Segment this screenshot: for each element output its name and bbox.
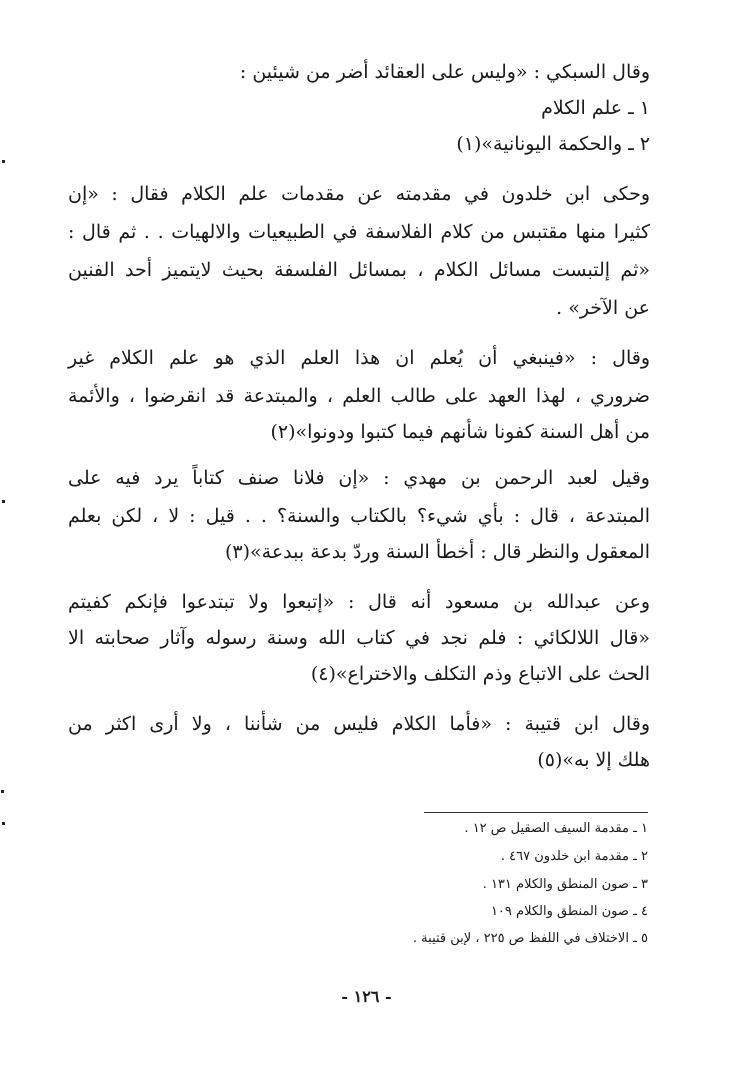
footnote: ٥ ـ الاختلاف في اللفظ ص ٢٢٥ ، لإبن قتيبة . — [412, 931, 648, 946]
text-line: ١ ـ علم الكلام — [541, 97, 650, 119]
text-line: ضروري ، لهذا العهد على طالب العلم ، والمبتدعة قد انقرضوا ، والأئمة — [68, 385, 650, 407]
footnote-separator — [424, 812, 648, 813]
text-line: «قال اللالكائي : فلم نجد في كتاب الله وسنة رسوله وآثار صحابته الا — [68, 627, 650, 649]
text-line: وقال ابن قتيبة : «فأما الكلام فليس من شأننا ، ولا أرى اكثر من — [68, 713, 650, 735]
margin-mark — [2, 822, 5, 825]
margin-mark — [2, 160, 5, 163]
text-line: الحث على الاتباع وذم التكلف والاختراع»(٤) — [310, 663, 650, 685]
text-line: وحكى ابن خلدون في مقدمته عن مقدمات علم الكلام فقال : «إن — [68, 183, 650, 205]
footnote: ١ ـ مقدمة السيف الصقيل ص ١٢ . — [464, 821, 648, 836]
text-line: من أهل السنة كفونا شأنهم فيما كتبوا ودونوا»(٢) — [270, 421, 650, 443]
text-line: المبتدعة ، قال : بأي شيء؟ بالكتاب والسنة؟ . . قيل : لا ، لكن بعلم — [68, 505, 650, 527]
margin-mark — [2, 500, 5, 503]
text-line: عن الآخر» . — [556, 297, 650, 319]
footnote: ٤ ـ صون المنطق والكلام ١٠٩ — [490, 904, 648, 919]
text-line: هلك إلا به»(٥) — [537, 749, 650, 771]
margin-mark — [1, 790, 4, 793]
text-line: وعن عبدالله بن مسعود أنه قال : «إتبعوا ولا تبتدعوا فإنكم كفيتم — [68, 591, 650, 613]
footnote: ٣ ـ صون المنطق والكلام ١٣١ . — [482, 877, 648, 892]
footnote: ٢ ـ مقدمة ابن خلدون ٤٦٧ . — [500, 849, 648, 864]
text-line: «ثم إلتبست مسائل الكلام ، بمسائل الفلسفة بحيث لايتميز أحد الفنين — [68, 259, 650, 281]
text-line: وقيل لعبد الرحمن بن مهدي : «إن فلانا صنف كتاباً يرد فيه على — [68, 467, 650, 489]
text-line: كثيرا منها مقتبس من كلام الفلاسفة في الطبيعيات والالهيات . . ثم قال : — [68, 221, 650, 243]
text-line: ٢ ـ والحكمة اليونانية»(١) — [456, 133, 650, 155]
text-line: وقال : «فينبغي أن يُعلم ان هذا العلم الذي هو علم الكلام غير — [68, 347, 650, 369]
text-line: وقال السبكي : «وليس على العقائد أضر من شيئين : — [239, 61, 650, 83]
page-number: - ١٢٦ - — [341, 987, 392, 1006]
text-line: المعقول والنظر قال : أخطأ السنة وردّ بدعة ببدعة»(٣) — [224, 541, 650, 563]
